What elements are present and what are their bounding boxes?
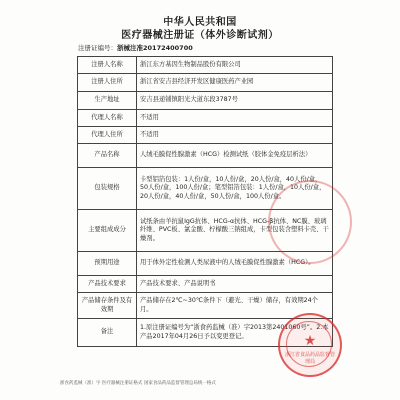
table-row xyxy=(78,276,333,293)
row-label: 注册人名称 xyxy=(78,57,137,74)
row-label: 产品技术要求 xyxy=(78,276,137,293)
row-label: 生产地址 xyxy=(78,92,137,110)
row-label: 预期用途 xyxy=(78,252,137,276)
table-row xyxy=(78,110,333,127)
row-value: 试纸条由羊抗鼠IgG抗体、HCG-α抗体、HCG-β抗体、NC膜、玻璃纤维、PVC板、氯金酸、柠檬酸三钠组成，卡型包装含塑料卡壳、干燥剂。 xyxy=(137,210,333,252)
row-value: 不适用 xyxy=(137,110,333,127)
row-label: 备注 xyxy=(78,319,137,347)
seal-text: 浙江省食品药品监督管理局 xyxy=(284,352,335,365)
row-value: 人绒毛膜促性腺激素（HCG）检测试纸（胶体金免疫层析法） xyxy=(137,144,333,168)
seal-star-icon: ★ xyxy=(303,333,317,349)
table-row xyxy=(78,92,333,110)
row-value: 产品储存在2℃~30℃条件下（避光、干燥）储存，有效期24个月。 xyxy=(137,293,333,319)
footer-note: 浙食药监械（准）字 医疗器械注册证格式 国家食品药品监督管理总局统一格式 xyxy=(60,381,216,386)
row-label: 产品名称 xyxy=(78,144,137,168)
seal-stamp-faint xyxy=(268,180,352,264)
row-value: 浙江东方基因生物制品股份有限公司 xyxy=(137,57,333,74)
row-value: 1.原注册证编号为“浙食药监械（准）字2013第2401060号”。2.本产品2017年04月26日予以变更登记。 xyxy=(137,319,333,347)
table-row xyxy=(78,144,333,168)
row-value: 产品技术要求、产品说明书 xyxy=(137,276,333,293)
row-label: 注册人住所 xyxy=(78,74,137,92)
row-label: 代理人住所 xyxy=(78,127,137,144)
table-row xyxy=(78,57,333,74)
registration-label: 注册证编号： xyxy=(78,44,117,52)
row-value: 安吉县递铺镇阳光大道东段3787号 xyxy=(137,92,333,110)
row-value: 卡型铝箔包装：1人份/盒，10人份/盒，20人份/盒，40人份/盒，50人份/盒，100人份/盒；笔型铝箔包装：1人份/盒，10人份/盒，20人份/盒，40人份/盒，50人份/盒，100人份/盒。 xyxy=(137,168,333,210)
row-label: 包装规格 xyxy=(78,168,137,210)
row-value: 不适用 xyxy=(137,127,333,144)
title-line1: 中华人民共和国 xyxy=(163,17,237,28)
row-value: 浙江省安吉县经济开发区健康医药产业园 xyxy=(137,74,333,92)
registration-value: 浙械注准20172400700 xyxy=(117,44,193,52)
table-row xyxy=(78,74,333,92)
title-line2: 医疗器械注册证（体外诊断试剂） xyxy=(121,30,279,41)
row-label: 主要组成成分 xyxy=(78,210,137,252)
row-label: 代理人名称 xyxy=(78,110,137,127)
official-seal xyxy=(278,313,342,377)
row-value: 用于体外定性检测人类尿液中的人绒毛膜促性腺激素（HCG）。 xyxy=(137,252,333,276)
registration-number xyxy=(78,43,193,52)
table-row xyxy=(78,127,333,144)
table-row xyxy=(78,293,333,319)
row-label: 产品储存条件及有效期 xyxy=(78,293,137,319)
